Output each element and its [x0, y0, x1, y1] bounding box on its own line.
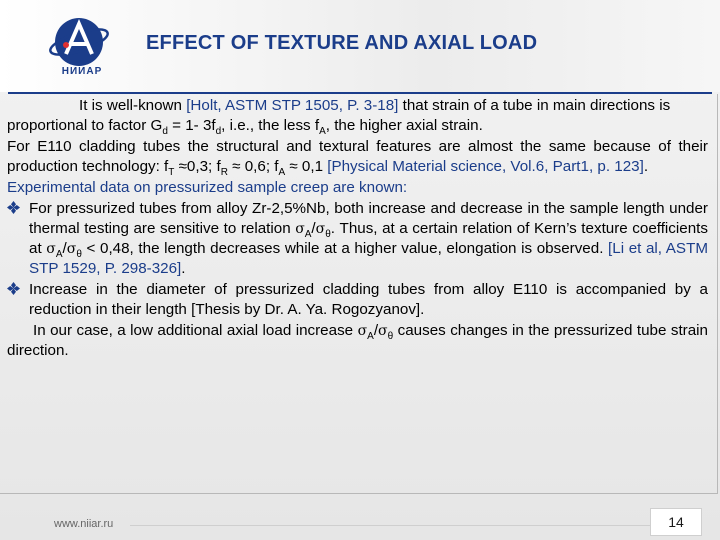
diamond-bullet-icon — [7, 200, 20, 220]
footer-divider — [130, 525, 650, 526]
footer-website: www.niiar.ru — [54, 518, 114, 530]
slide-title: EFFECT OF TEXTURE AND AXIAL LOAD — [146, 32, 538, 54]
paragraph-3: Experimental data on pressurized sample creep are known: — [7, 179, 408, 196]
bullet-item-1: For pressurized tubes from alloy Zr-2,5%Nb, both increase and decrease in the sample length under thermal testing are sensitive to relation $\sigma_A/\sigma_\theta$. Thus, at a certain relation of Kern’s texture coefficients at $\sigma_A/\sigma_\theta < 0,48$, the length decreases while at a higher value, elongation is observed. [Li et al, ASTM STP 1529, P. 298-326]. — [7, 199, 708, 279]
slide-body — [7, 96, 708, 361]
reference-physical-material-science: [Physical Material science, Vol.6, Part1, p. 123] — [327, 158, 644, 175]
reference-li-et-al: [Li et al, ASTM STP 1529, P. 298-326] — [29, 240, 708, 277]
paragraph-1: It is well-known [Holt, ASTM STP 1505, P. 3-18] that strain of a tube in main directions is proportional to factor $G_d = 1-$ $3f_d$, i.e., the less $f_A$, the higher axial strain. — [7, 97, 671, 138]
paragraph-2: For E110 cladding tubes the structural and textural features are almost the same because of their production technology: $f_T \approx 0,3$; $f_R \approx 0,6$; $f_A \approx 0,1$ [Physical Material science, Vol.6, Part1, p. 123]. — [7, 138, 708, 179]
paragraph-4: In our case, a low additional axial load increase $\sigma_A/\sigma_\theta$ causes changes in the pressurized tube strain direction. — [7, 322, 708, 359]
bullet-item-2: Increase in the diameter of pressurized cladding tubes from alloy E110 is accompanied by a reduction in their length [Thesis by Dr. A. Ya. Rogozyanov]. — [7, 280, 708, 320]
reference-holt: [Holt, ASTM STP 1505, P. 3-18] — [186, 97, 399, 114]
diamond-bullet-icon — [7, 281, 20, 301]
logo-text: НИИАР — [61, 66, 103, 77]
page-number: 14 — [650, 508, 702, 536]
